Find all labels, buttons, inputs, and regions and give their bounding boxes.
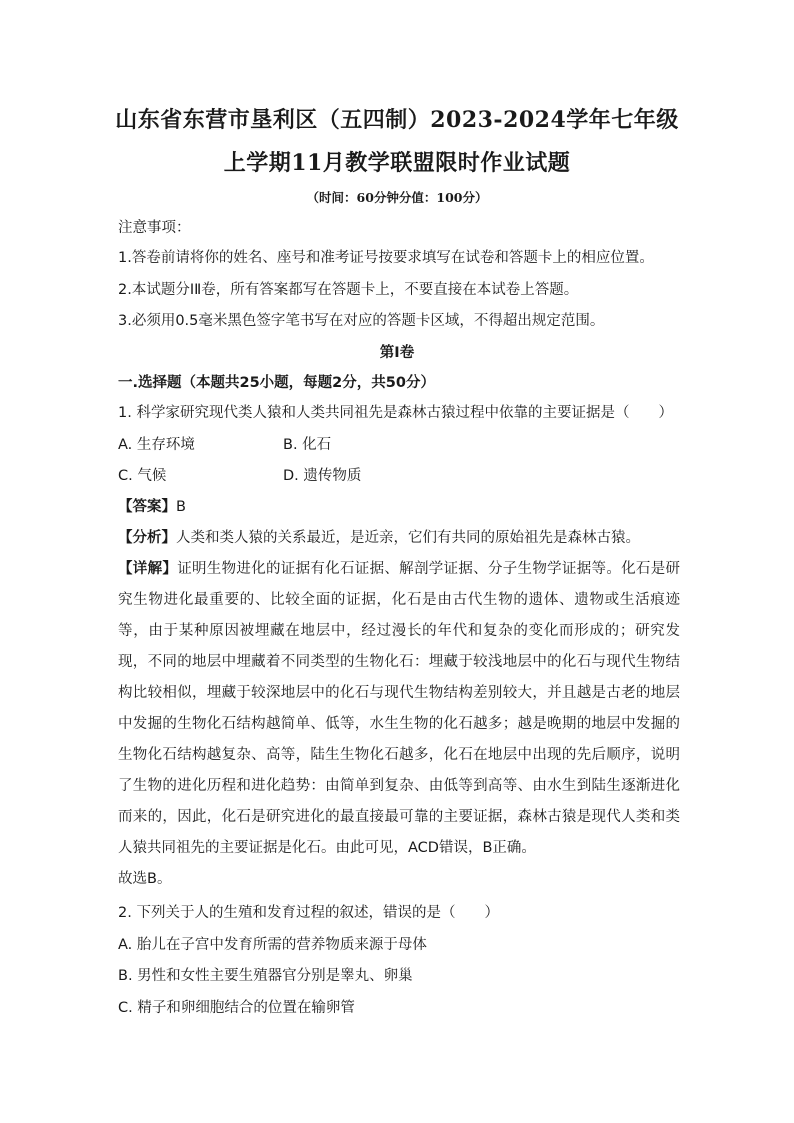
q1-option-a: A. 生存环境: [118, 437, 195, 453]
notice-item-3: 3.必须用0.5毫米黑色签字笔书写在对应的答题卡区域，不得超出规定范围。: [118, 313, 605, 329]
q1-option-b: B. 化石: [283, 437, 332, 453]
q1-analysis: [118, 528, 678, 548]
analysis-tag: 【分析】: [118, 530, 176, 546]
detail-text: 证明生物进化的证据有化石证据、解剖学证据、分子生物学证据等。化石是研究生物进化最重要的、比较全面的证据，化石是由古代生物的遗体、遗物或生活痕迹等，由于某种原因被埋藏在地层中，经过漫长的年代和复杂的变化而形成的；研究发现，不同的地层中埋藏着不同类型的生物化石：埋藏于较浅地层中的化石与现代生物结构比较相似，埋藏于较深地层中的化石与现代生物结构差别较大，并且越是古老的地层中发掘的生物化石结构越简单、低等，水生生物的化石越多；越是晚期的地层中发掘的生物化石结构越复杂、高等，陆生生物化石越多，化石在地层中出现的先后顺序，说明了生物的进化历程和进化趋势：由简单到复杂、由低等到高等、由水生到陆生逐渐进化而来的，因此，化石是研究进化的最直接最可靠的主要证据，森林古猿是现代人类和类人猿共同祖先的主要证据是化石。由此可见，ACD错误，B正确。: [118, 561, 681, 856]
q2-option-b: B. 男性和女性主要生殖器官分别是睾丸、卵巢: [118, 968, 413, 984]
q2-stem: 2. 下列关于人的生殖和发育过程的叙述，错误的是（ ）: [118, 905, 499, 921]
part-title: 第Ⅰ卷: [379, 345, 415, 361]
notice-heading: 注意事项：: [118, 220, 191, 236]
analysis-text: 人类和类人猿的关系最近，是近亲，它们有共同的原始祖先是森林古猿。: [176, 530, 640, 546]
q2-option-a: A. 胎儿在子宫中发育所需的营养物质来源于母体: [118, 937, 427, 953]
q1-answer: [118, 497, 678, 517]
detail-tag: 【详解】: [118, 561, 178, 577]
notice-item-2: 2.本试题分ⅠⅡ卷，所有答案都写在答题卡上，不要直接在本试卷上答题。: [118, 282, 579, 298]
q2-option-c: C. 精子和卵细胞结合的位置在输卵管: [118, 1000, 355, 1016]
q1-option-c: C. 气候: [118, 468, 167, 484]
answer-tag: 【答案】: [118, 499, 176, 515]
q1-detail: [118, 554, 680, 864]
answer-value: B: [176, 499, 186, 515]
q1-stem: 1. 科学家研究现代类人猿和人类共同祖先是森林古猿过程中依靠的主要证据是（ ）: [118, 405, 673, 421]
notice-item-1: 1.答卷前请将你的姓名、座号和准考证号按要求填写在试卷和答题卡上的相应位置。: [118, 250, 654, 266]
section-heading: 一.选择题（本题共25小题，每题2分，共50分）: [118, 375, 435, 391]
q1-option-d: D. 遗传物质: [283, 468, 362, 484]
exam-time-score: （时间：60分钟分值：100分）: [306, 190, 488, 205]
q1-conclusion: 故选B。: [118, 871, 172, 887]
exam-title-line2: 上学期11月教学联盟限时作业试题: [223, 150, 571, 176]
exam-title-line1: 山东省东营市垦利区（五四制）2023-2024学年七年级: [115, 107, 679, 133]
